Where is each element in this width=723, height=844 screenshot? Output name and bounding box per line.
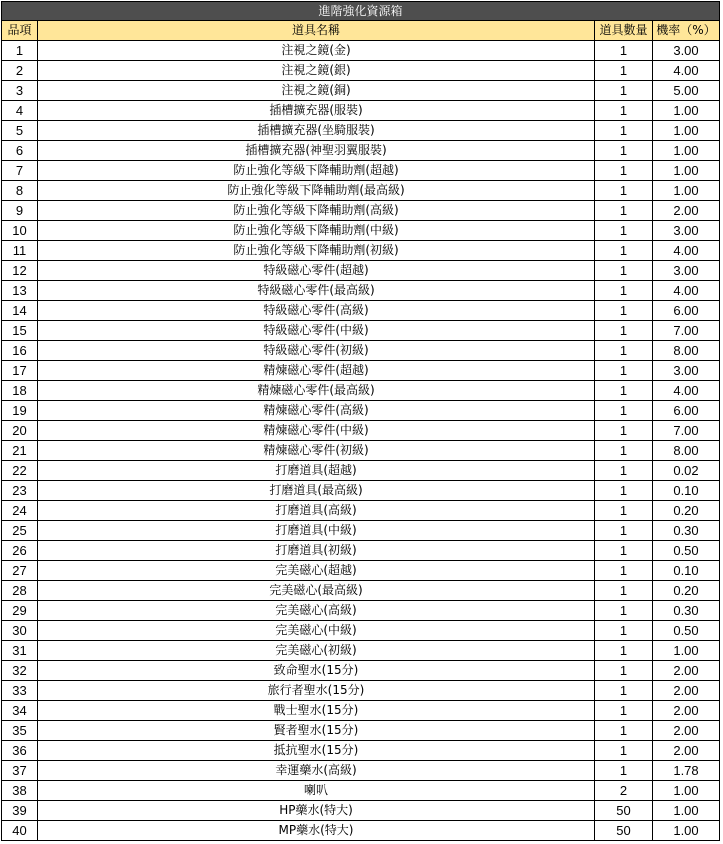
- item-probability-cell: 1.00: [653, 821, 720, 841]
- table-row: [2, 621, 720, 641]
- table-title: 進階強化資源箱: [2, 2, 720, 21]
- item-number-cell: 29: [2, 601, 38, 621]
- item-probability-cell: 1.00: [653, 801, 720, 821]
- item-quantity-cell: 1: [595, 541, 653, 561]
- item-number-cell: 6: [2, 141, 38, 161]
- item-number-cell: 32: [2, 661, 38, 681]
- table-row: [2, 121, 720, 141]
- item-name-cell: 致命聖水(15分): [38, 661, 595, 681]
- item-quantity-cell: 1: [595, 41, 653, 61]
- item-quantity-cell: 1: [595, 481, 653, 501]
- item-name-cell: 防止強化等級下降輔助劑(中級): [38, 221, 595, 241]
- probability-table: [1, 1, 720, 841]
- table-row: [2, 821, 720, 841]
- item-probability-cell: 1.00: [653, 161, 720, 181]
- item-number-cell: 21: [2, 441, 38, 461]
- item-name-cell: 插槽擴充器(神聖羽翼服裝): [38, 141, 595, 161]
- item-probability-cell: 8.00: [653, 341, 720, 361]
- item-name-cell: 精煉磁心零件(中級): [38, 421, 595, 441]
- item-probability-cell: 0.30: [653, 601, 720, 621]
- item-quantity-cell: 1: [595, 441, 653, 461]
- item-name-cell: MP藥水(特大): [38, 821, 595, 841]
- item-quantity-cell: 1: [595, 221, 653, 241]
- item-number-cell: 16: [2, 341, 38, 361]
- item-name-cell: 打磨道具(初級): [38, 541, 595, 561]
- item-probability-cell: 4.00: [653, 61, 720, 81]
- item-number-cell: 5: [2, 121, 38, 141]
- table-row: [2, 541, 720, 561]
- item-number-cell: 14: [2, 301, 38, 321]
- item-number-cell: 17: [2, 361, 38, 381]
- item-probability-cell: 3.00: [653, 361, 720, 381]
- item-name-cell: 注視之鏡(銀): [38, 61, 595, 81]
- item-name-cell: 插槽擴充器(坐騎服裝): [38, 121, 595, 141]
- item-name-cell: 完美磁心(初級): [38, 641, 595, 661]
- table-row: [2, 801, 720, 821]
- table-row: [2, 341, 720, 361]
- item-quantity-cell: 1: [595, 321, 653, 341]
- table-row: [2, 481, 720, 501]
- item-name-cell: 注視之鏡(金): [38, 41, 595, 61]
- item-probability-cell: 6.00: [653, 401, 720, 421]
- item-probability-cell: 0.30: [653, 521, 720, 541]
- item-quantity-cell: 50: [595, 801, 653, 821]
- item-number-cell: 9: [2, 201, 38, 221]
- table-row: [2, 321, 720, 341]
- item-quantity-cell: 1: [595, 621, 653, 641]
- item-quantity-cell: 1: [595, 361, 653, 381]
- item-quantity-cell: 1: [595, 641, 653, 661]
- item-number-cell: 13: [2, 281, 38, 301]
- table-row: [2, 41, 720, 61]
- table-row: [2, 701, 720, 721]
- item-number-cell: 40: [2, 821, 38, 841]
- item-quantity-cell: 1: [595, 601, 653, 621]
- table-row: [2, 281, 720, 301]
- item-quantity-cell: 1: [595, 741, 653, 761]
- header-item-name: 道具名稱: [38, 21, 595, 41]
- item-probability-cell: 1.00: [653, 641, 720, 661]
- item-name-cell: 完美磁心(中級): [38, 621, 595, 641]
- table-row: [2, 601, 720, 621]
- item-quantity-cell: 1: [595, 681, 653, 701]
- item-name-cell: 抵抗聖水(15分): [38, 741, 595, 761]
- item-quantity-cell: 1: [595, 161, 653, 181]
- table-row: [2, 381, 720, 401]
- item-probability-cell: 1.78: [653, 761, 720, 781]
- item-number-cell: 31: [2, 641, 38, 661]
- item-name-cell: 賢者聖水(15分): [38, 721, 595, 741]
- table-row: [2, 221, 720, 241]
- item-number-cell: 3: [2, 81, 38, 101]
- item-number-cell: 38: [2, 781, 38, 801]
- item-probability-cell: 3.00: [653, 221, 720, 241]
- item-number-cell: 2: [2, 61, 38, 81]
- item-quantity-cell: 1: [595, 501, 653, 521]
- item-quantity-cell: 1: [595, 281, 653, 301]
- item-probability-cell: 2.00: [653, 721, 720, 741]
- table-row: [2, 161, 720, 181]
- table-row: [2, 201, 720, 221]
- item-number-cell: 39: [2, 801, 38, 821]
- item-name-cell: 打磨道具(高級): [38, 501, 595, 521]
- item-quantity-cell: 1: [595, 661, 653, 681]
- table-row: [2, 661, 720, 681]
- item-name-cell: 打磨道具(超越): [38, 461, 595, 481]
- table-row: [2, 521, 720, 541]
- item-name-cell: 防止強化等級下降輔助劑(初級): [38, 241, 595, 261]
- item-name-cell: 特級磁心零件(超越): [38, 261, 595, 281]
- item-probability-cell: 0.50: [653, 621, 720, 641]
- item-quantity-cell: 1: [595, 701, 653, 721]
- item-number-cell: 37: [2, 761, 38, 781]
- table-row: [2, 761, 720, 781]
- item-quantity-cell: 1: [595, 101, 653, 121]
- item-name-cell: 特級磁心零件(高級): [38, 301, 595, 321]
- item-quantity-cell: 1: [595, 341, 653, 361]
- item-quantity-cell: 1: [595, 81, 653, 101]
- header-quantity: 道具數量: [595, 21, 653, 41]
- item-quantity-cell: 1: [595, 421, 653, 441]
- item-probability-cell: 0.50: [653, 541, 720, 561]
- item-name-cell: 喇叭: [38, 781, 595, 801]
- item-probability-cell: 0.10: [653, 561, 720, 581]
- item-quantity-cell: 1: [595, 61, 653, 81]
- table-row: [2, 461, 720, 481]
- item-probability-cell: 0.20: [653, 581, 720, 601]
- item-quantity-cell: 1: [595, 581, 653, 601]
- item-number-cell: 34: [2, 701, 38, 721]
- item-name-cell: 精煉磁心零件(最高級): [38, 381, 595, 401]
- item-number-cell: 22: [2, 461, 38, 481]
- item-name-cell: 打磨道具(中級): [38, 521, 595, 541]
- item-quantity-cell: 1: [595, 721, 653, 741]
- item-number-cell: 26: [2, 541, 38, 561]
- item-quantity-cell: 2: [595, 781, 653, 801]
- item-name-cell: 完美磁心(高級): [38, 601, 595, 621]
- item-number-cell: 19: [2, 401, 38, 421]
- item-name-cell: 完美磁心(最高級): [38, 581, 595, 601]
- table-row: [2, 101, 720, 121]
- item-number-cell: 18: [2, 381, 38, 401]
- item-quantity-cell: 1: [595, 561, 653, 581]
- item-probability-cell: 3.00: [653, 261, 720, 281]
- item-number-cell: 28: [2, 581, 38, 601]
- table-body: [2, 41, 720, 841]
- table-row: [2, 241, 720, 261]
- table-row: [2, 61, 720, 81]
- item-probability-cell: 1.00: [653, 181, 720, 201]
- item-quantity-cell: 1: [595, 141, 653, 161]
- table-row: [2, 421, 720, 441]
- item-quantity-cell: 1: [595, 261, 653, 281]
- table-row: [2, 781, 720, 801]
- table-row: [2, 581, 720, 601]
- item-probability-cell: 7.00: [653, 321, 720, 341]
- item-number-cell: 27: [2, 561, 38, 581]
- item-probability-cell: 6.00: [653, 301, 720, 321]
- item-quantity-cell: 1: [595, 121, 653, 141]
- item-probability-cell: 4.00: [653, 381, 720, 401]
- item-quantity-cell: 1: [595, 181, 653, 201]
- table-row: [2, 441, 720, 461]
- item-probability-cell: 0.10: [653, 481, 720, 501]
- item-number-cell: 36: [2, 741, 38, 761]
- table-row: [2, 261, 720, 281]
- table-row: [2, 721, 720, 741]
- item-name-cell: 完美磁心(超越): [38, 561, 595, 581]
- item-number-cell: 8: [2, 181, 38, 201]
- item-name-cell: 特級磁心零件(最高級): [38, 281, 595, 301]
- item-number-cell: 35: [2, 721, 38, 741]
- item-probability-cell: 2.00: [653, 741, 720, 761]
- item-number-cell: 23: [2, 481, 38, 501]
- item-number-cell: 25: [2, 521, 38, 541]
- item-probability-cell: 4.00: [653, 241, 720, 261]
- item-quantity-cell: 1: [595, 201, 653, 221]
- item-number-cell: 1: [2, 41, 38, 61]
- item-probability-cell: 2.00: [653, 701, 720, 721]
- item-number-cell: 30: [2, 621, 38, 641]
- item-probability-cell: 0.02: [653, 461, 720, 481]
- table-row: [2, 561, 720, 581]
- table-row: [2, 81, 720, 101]
- item-probability-cell: 7.00: [653, 421, 720, 441]
- item-probability-cell: 5.00: [653, 81, 720, 101]
- item-probability-cell: 1.00: [653, 101, 720, 121]
- item-probability-cell: 8.00: [653, 441, 720, 461]
- item-probability-cell: 3.00: [653, 41, 720, 61]
- table-row: [2, 641, 720, 661]
- item-probability-cell: 4.00: [653, 281, 720, 301]
- item-quantity-cell: 1: [595, 761, 653, 781]
- item-quantity-cell: 1: [595, 461, 653, 481]
- item-name-cell: 精煉磁心零件(高級): [38, 401, 595, 421]
- item-probability-cell: 1.00: [653, 141, 720, 161]
- table-row: [2, 141, 720, 161]
- item-name-cell: 防止強化等級下降輔助劑(最高級): [38, 181, 595, 201]
- table-row: [2, 501, 720, 521]
- item-number-cell: 12: [2, 261, 38, 281]
- table-row: [2, 741, 720, 761]
- table-row: [2, 401, 720, 421]
- item-number-cell: 15: [2, 321, 38, 341]
- table-row: [2, 361, 720, 381]
- item-quantity-cell: 1: [595, 241, 653, 261]
- item-name-cell: 打磨道具(最高級): [38, 481, 595, 501]
- header-probability: 機率（%）: [653, 21, 720, 41]
- item-name-cell: 特級磁心零件(初級): [38, 341, 595, 361]
- item-name-cell: 防止強化等級下降輔助劑(高級): [38, 201, 595, 221]
- table-row: [2, 181, 720, 201]
- item-number-cell: 4: [2, 101, 38, 121]
- item-name-cell: 防止強化等級下降輔助劑(超越): [38, 161, 595, 181]
- item-quantity-cell: 1: [595, 401, 653, 421]
- item-name-cell: 插槽擴充器(服裝): [38, 101, 595, 121]
- item-number-cell: 24: [2, 501, 38, 521]
- item-probability-cell: 1.00: [653, 781, 720, 801]
- item-probability-cell: 0.20: [653, 501, 720, 521]
- item-name-cell: 幸運藥水(高級): [38, 761, 595, 781]
- item-name-cell: 旅行者聖水(15分): [38, 681, 595, 701]
- item-quantity-cell: 1: [595, 521, 653, 541]
- item-name-cell: 特級磁心零件(中級): [38, 321, 595, 341]
- item-quantity-cell: 1: [595, 381, 653, 401]
- item-probability-cell: 2.00: [653, 201, 720, 221]
- table-row: [2, 681, 720, 701]
- item-name-cell: 精煉磁心零件(初級): [38, 441, 595, 461]
- item-name-cell: 注視之鏡(銅): [38, 81, 595, 101]
- item-name-cell: 精煉磁心零件(超越): [38, 361, 595, 381]
- item-probability-cell: 2.00: [653, 661, 720, 681]
- item-number-cell: 33: [2, 681, 38, 701]
- item-number-cell: 7: [2, 161, 38, 181]
- item-number-cell: 20: [2, 421, 38, 441]
- item-probability-cell: 1.00: [653, 121, 720, 141]
- item-number-cell: 10: [2, 221, 38, 241]
- item-probability-cell: 2.00: [653, 681, 720, 701]
- header-row: [2, 21, 720, 41]
- item-name-cell: 戰士聖水(15分): [38, 701, 595, 721]
- item-quantity-cell: 50: [595, 821, 653, 841]
- item-number-cell: 11: [2, 241, 38, 261]
- item-name-cell: HP藥水(特大): [38, 801, 595, 821]
- header-item-no: 品項: [2, 21, 38, 41]
- item-quantity-cell: 1: [595, 301, 653, 321]
- table-row: [2, 301, 720, 321]
